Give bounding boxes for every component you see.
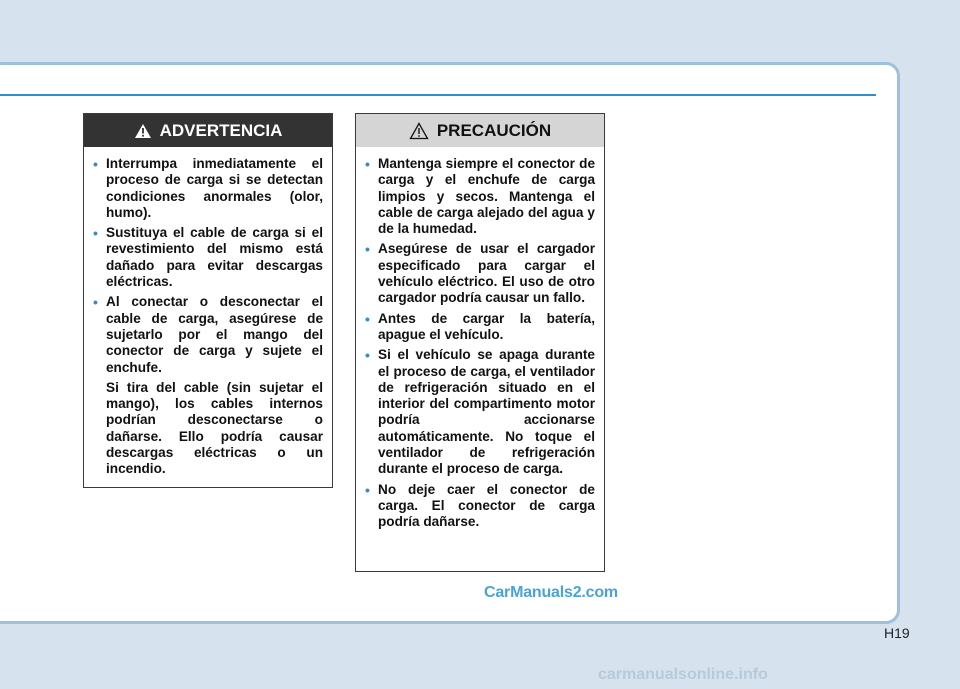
caution-item: • Asegúrese de usar el cargador especificado para cargar el vehículo eléctrico. El uso de otro cargador podría causar un fallo. — [365, 241, 595, 306]
watermark-link[interactable]: CarManuals2.com — [484, 584, 618, 601]
caution-item: • Mantenga siempre el conector de carga y el enchufe de carga limpios y secos. Mantenga el cable de carga alejado del agua y de la humedad. — [365, 156, 595, 237]
warning-header — [84, 114, 332, 147]
footer-watermark: carmanualsonline.info — [598, 666, 768, 683]
warning-box — [83, 113, 333, 488]
bullet-icon: • — [365, 481, 370, 498]
warning-item: • Sustituya el cable de carga si el revestimiento del mismo está dañado para evitar descargas eléctricas. — [93, 225, 323, 290]
warning-triangle-icon — [134, 123, 152, 139]
caution-title: PRECAUCIÓN — [436, 120, 552, 140]
caution-body — [356, 147, 604, 531]
page-number: H19 — [884, 625, 910, 641]
warning-item: • Interrumpa inmediatamente el proceso de carga si se detectan condiciones anormales (olor, humo). — [93, 156, 323, 220]
caution-item: • Si el vehículo se apaga durante el proceso de carga, el ventilador de refrigeración situado en el interior del compartimento motor podría accionarse automáticamente. No toque el ventilador de refrigeración durante el proceso de carga. — [365, 347, 595, 477]
warning-item: • Al conectar o desconectar el cable de carga, asegúrese de sujetarlo por el mango del conector de carga y sujete el enchufe. — [93, 294, 323, 375]
bullet-icon: • — [365, 310, 370, 327]
warning-paragraph: Si tira del cable (sin sujetar el mango), los cables internos podrían desconectarse o dañarse. Ello podría causar descargas eléctricas o un incendio. — [106, 379, 323, 477]
warning-body — [84, 147, 332, 478]
caution-item: • Antes de cargar la batería, apague el vehículo. — [365, 310, 595, 342]
bullet-icon: • — [93, 225, 98, 242]
caution-triangle-icon — [409, 122, 429, 140]
warning-title: ADVERTENCIA — [159, 120, 283, 140]
bullet-icon: • — [93, 156, 98, 172]
bullet-icon: • — [365, 347, 370, 364]
caution-item: • No deje caer el conector de carga. El conector de carga podría dañarse. — [365, 481, 595, 530]
bullet-icon: • — [93, 294, 98, 311]
caution-box — [355, 113, 605, 572]
bullet-icon: • — [365, 156, 370, 172]
bullet-icon: • — [365, 241, 370, 258]
top-rule — [0, 94, 876, 96]
caution-header — [356, 114, 604, 147]
